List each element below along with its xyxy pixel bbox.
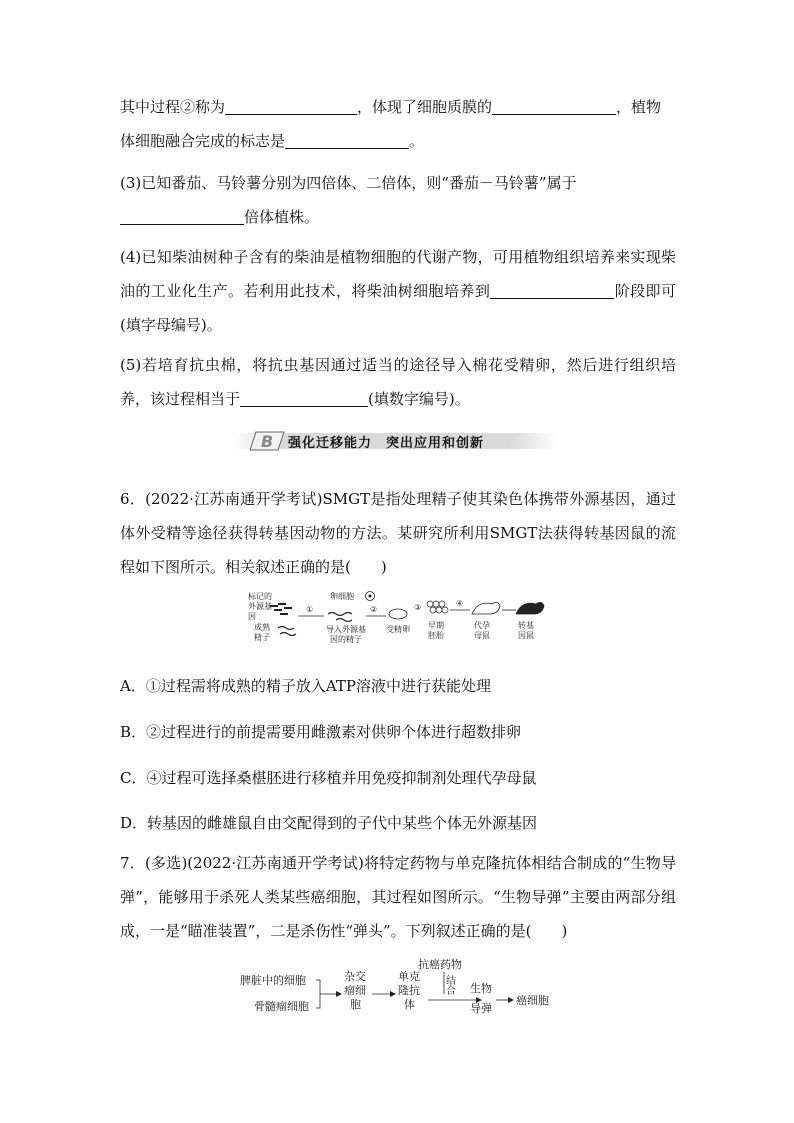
banner-letter: B [261,432,274,451]
q5-text: (5)若培育抗虫棉，将抗虫基因通过适当的途径导入棉花受精卵，然后进行组织培养，该过程相当于 [120,356,676,408]
label-hybridoma: 胞 [350,998,361,1011]
label-mab: 隆抗 [398,984,420,997]
sperm-icon [278,627,296,636]
step-1: ① [306,605,314,614]
q5-part3 [120,166,676,234]
q6-option-d[interactable]: D．转基因的雌雄鼠自由交配得到的子代中某些个体无外源基因 [120,814,538,832]
q7-stem: 7．(多选)(2022·江苏南通开学考试)将特定药物与单克隆抗体相结合制成的“生物导弹”，能够用于杀死人类某些癌细胞，其过程如图所示。“生物导弹”主要由两部分组成，一是“瞄准装置”，二是杀伤性“弹头”。下列叙述正确的是( ) [120,854,676,940]
label-anticancer-drug: 抗癌药物 [418,958,462,971]
merge-bracket [316,980,336,1008]
q5-text: 阶段即可(填字母编号)。 [120,282,676,334]
q5-line-1 [120,90,676,158]
q5-text: ，植物 [616,98,662,116]
label-spleen-cells: 脾脏中的细胞 [240,974,306,987]
label-sperm: 精子 [254,633,270,642]
q5-text: (4)已知柴油树种子含有的柴油是植物细胞的代谢产物，可用植物组织培养来实现柴油的工业化生产。若利用此技术，将柴油树细胞培养到 [120,248,676,300]
label-zygote: 受精卵 [386,625,410,634]
label-bio-missile: 生物 [470,982,492,995]
step-3: ③ [414,603,422,612]
modified-sperm-icon [328,613,352,622]
q5-text: (填数字编号)。 [368,390,470,408]
answer-blank-membrane[interactable] [492,96,616,115]
q7-flow-diagram [238,956,558,1020]
q5-text: ，体现了细胞质膜的 [357,98,493,116]
early-embryo-icon [427,601,448,613]
zygote-icon [389,609,407,619]
step-2: ② [370,605,378,614]
label-hybridoma: 杂交 [344,970,366,983]
q6-flow-diagram [244,590,554,646]
q6-option-b[interactable]: B．②过程进行的前提需要用雌激素对供卵个体进行超数排卵 [120,723,522,741]
step-4: ④ [456,599,464,608]
q5-part4 [120,240,676,342]
label-hybridoma: 瘤细 [344,984,366,997]
q5-text: (3)已知番茄、马铃薯分别为四倍体、二倍体，则“番茄－马铃薯”属于 [120,174,577,192]
section-banner [232,430,558,452]
gene-fragments-icon [270,604,292,614]
label-sperm-gene: 导入外源基 [326,625,366,634]
q5-text: 体细胞融合完成的标志是 [120,132,286,150]
q5-text: 其中过程②称为 [120,98,226,116]
label-gene: 外源基 [248,602,272,611]
arrow-head [390,991,396,997]
label-myeloma-cells: 骨髓瘤细胞 [254,1000,309,1013]
answer-blank-process2[interactable] [225,96,357,115]
label-sperm: 成熟 [254,623,270,632]
answer-blank-fusion-sign[interactable] [285,130,409,149]
label-transgenic: 因鼠 [518,631,534,640]
label-embryo: 胚胎 [428,631,444,640]
label-gene: 因 [248,612,256,621]
q5-part5 [120,348,676,416]
q5-text: 倍体植株。 [244,208,320,226]
label-bind: 合 [446,986,456,997]
answer-blank-stage[interactable] [490,280,614,299]
label-sperm-gene: 因的精子 [330,635,362,644]
label-transgenic: 转基 [518,621,534,630]
q6-option-a[interactable]: A．①过程需将成熟的精子放入ATP溶液中进行获能处理 [120,677,491,695]
q6-stem: 6．(2022·江苏南通开学考试)SMGT是指处理精子使其染色体携带外源基因，通过体外受精等途径获得转基因动物的方法。某研究所利用SMGT法获得转基因鼠的流程如下图所示。相关叙述正确的是( ) [120,490,676,576]
arrow-head [508,997,514,1003]
label-mab: 单克 [398,970,420,983]
answer-blank-ploidy[interactable] [120,206,244,225]
label-cancer-cell: 癌细胞 [516,994,549,1007]
banner-title: 强化迁移能力 突出应用和创新 [288,436,485,451]
surrogate-mouse-icon [472,602,500,614]
label-mab: 体 [404,998,415,1011]
q5-text: 。 [409,132,425,150]
answer-blank-process[interactable] [240,388,368,407]
label-embryo: 早期 [428,621,444,630]
transgenic-mouse-icon [516,602,544,614]
label-bio-missile: 导弹 [470,1002,492,1015]
label-bind: 结 [446,976,456,987]
label-surrogate: 母鼠 [474,631,490,640]
arrow-head [336,991,342,997]
label-gene: 标记的 [248,592,272,601]
egg-nucleus-icon [369,595,372,598]
label-egg: 卵细胞 [330,592,354,601]
label-surrogate: 代孕 [474,621,490,630]
q6-option-c[interactable]: C．④过程可选择桑椹胚进行移植并用免疫抑制剂处理代孕母鼠 [120,769,537,787]
